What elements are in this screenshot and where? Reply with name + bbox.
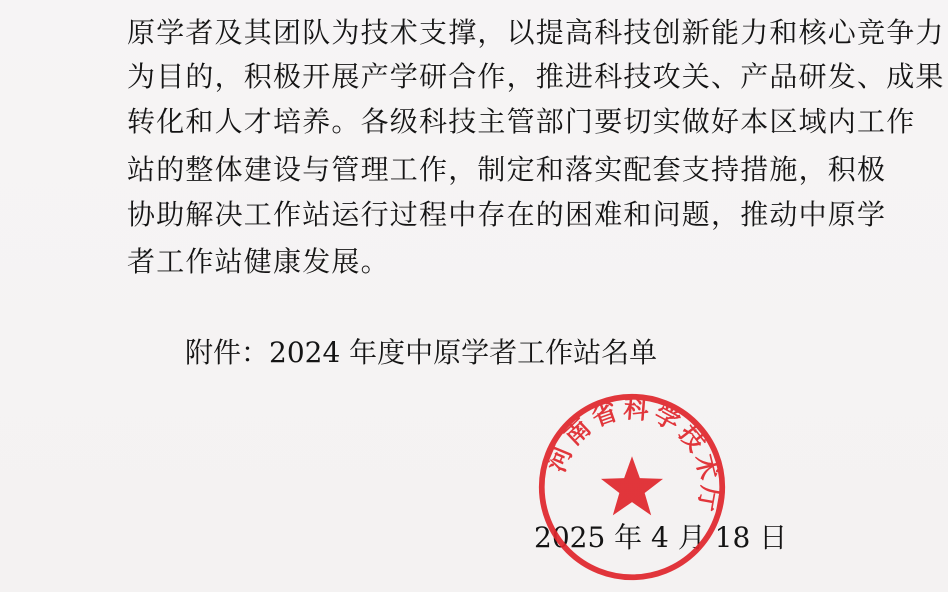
seal-star-icon: [601, 456, 663, 515]
body-line-5: 协助解决工作站运行过程中存在的困难和问题，推动中原学: [127, 198, 887, 231]
attachment-line: 附件：2024 年度中原学者工作站名单: [185, 336, 658, 369]
body-line-6: 者工作站健康发展。: [127, 245, 390, 278]
seal-org-name: 河南省科学技术厅: [541, 394, 726, 518]
body-line-1: 原学者及其团队为技术支撑，以提高科技创新能力和核心竞争力: [127, 16, 945, 49]
issue-date: 2025 年 4 月 18 日: [534, 521, 788, 554]
body-line-4: 站的整体建设与管理工作，制定和落实配套支持措施，积极: [127, 153, 887, 186]
body-line-2: 为目的，积极开展产学研合作，推进科技攻关、产品研发、成果: [127, 60, 945, 93]
official-seal: [536, 391, 728, 583]
body-line-3: 转化和人才培养。各级科技主管部门要切实做好本区域内工作: [127, 105, 916, 138]
